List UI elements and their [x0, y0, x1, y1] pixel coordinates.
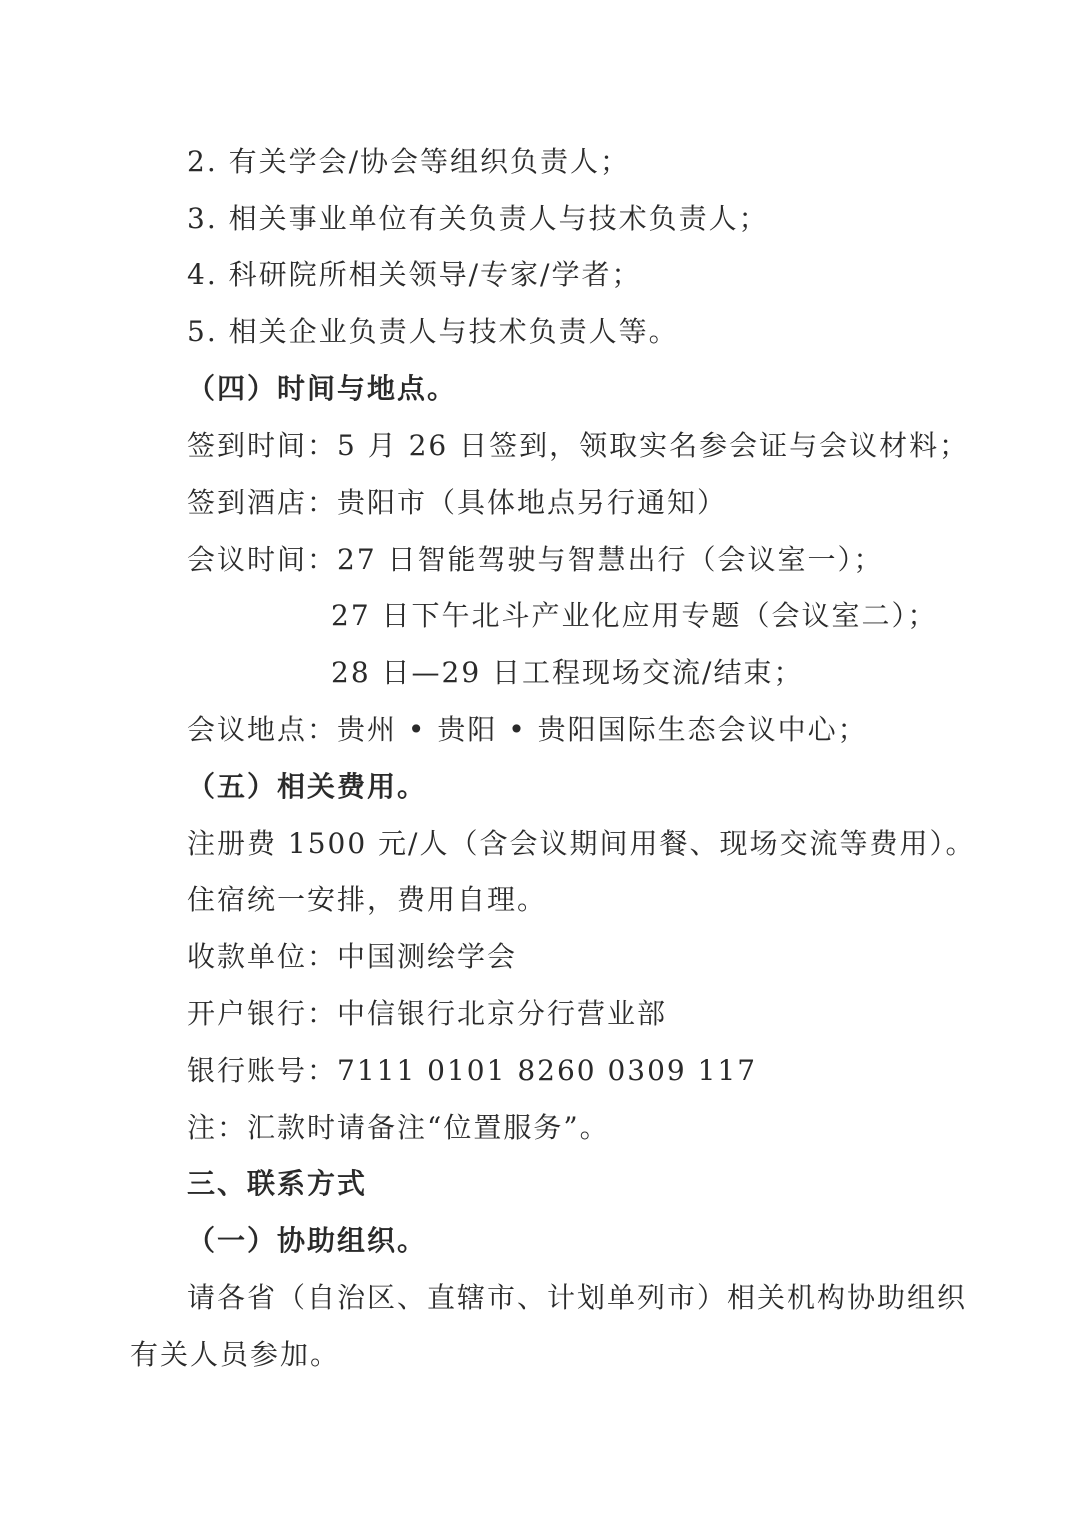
accommodation-note: 住宿统一安排，费用自理。: [187, 883, 548, 916]
subsection-heading-assist: （一）协助组织。: [187, 1224, 428, 1257]
checkin-time: 签到时间：5 月 26 日签到，领取实名参会证与会议材料；: [187, 429, 970, 462]
attendee-item-2: 2. 有关学会/协会等组织负责人；: [187, 145, 631, 178]
attendee-item-4: 4. 科研院所相关领导/专家/学者；: [187, 258, 642, 291]
remittance-note: 注：汇款时请备注“位置服务”。: [187, 1111, 610, 1144]
meeting-location: 会议地点：贵州 • 贵阳 • 贵阳国际生态会议中心；: [187, 713, 868, 746]
payee: 收款单位：中国测绘学会: [187, 940, 518, 973]
assist-paragraph-line-1: 请各省（自治区、直辖市、计划单列市）相关机构协助组织: [187, 1281, 968, 1314]
checkin-hotel: 签到酒店：贵阳市（具体地点另行通知）: [187, 486, 728, 519]
meeting-time-2: 27 日下午北斗产业化应用专题（会议室二）；: [331, 599, 938, 632]
section-heading-fees: （五）相关费用。: [187, 770, 428, 803]
bank-account: 银行账号：7111 0101 8260 0309 117: [187, 1054, 758, 1087]
section-heading-time-place: （四）时间与地点。: [187, 372, 458, 405]
meeting-time-1: 会议时间：27 日智能驾驶与智慧出行（会议室一）；: [187, 543, 884, 576]
attendee-item-3: 3. 相关事业单位有关负责人与技术负责人；: [187, 202, 769, 235]
attendee-item-5: 5. 相关企业负责人与技术负责人等。: [187, 315, 679, 348]
bank-name: 开户银行：中信银行北京分行营业部: [187, 997, 668, 1030]
assist-paragraph-line-2: 有关人员参加。: [130, 1338, 341, 1371]
meeting-time-3: 28 日—29 日工程现场交流/结束；: [331, 656, 804, 689]
section-heading-contact: 三、联系方式: [187, 1167, 368, 1200]
registration-fee: 注册费 1500 元/人（含会议期间用餐、现场交流等费用）。: [187, 827, 976, 860]
